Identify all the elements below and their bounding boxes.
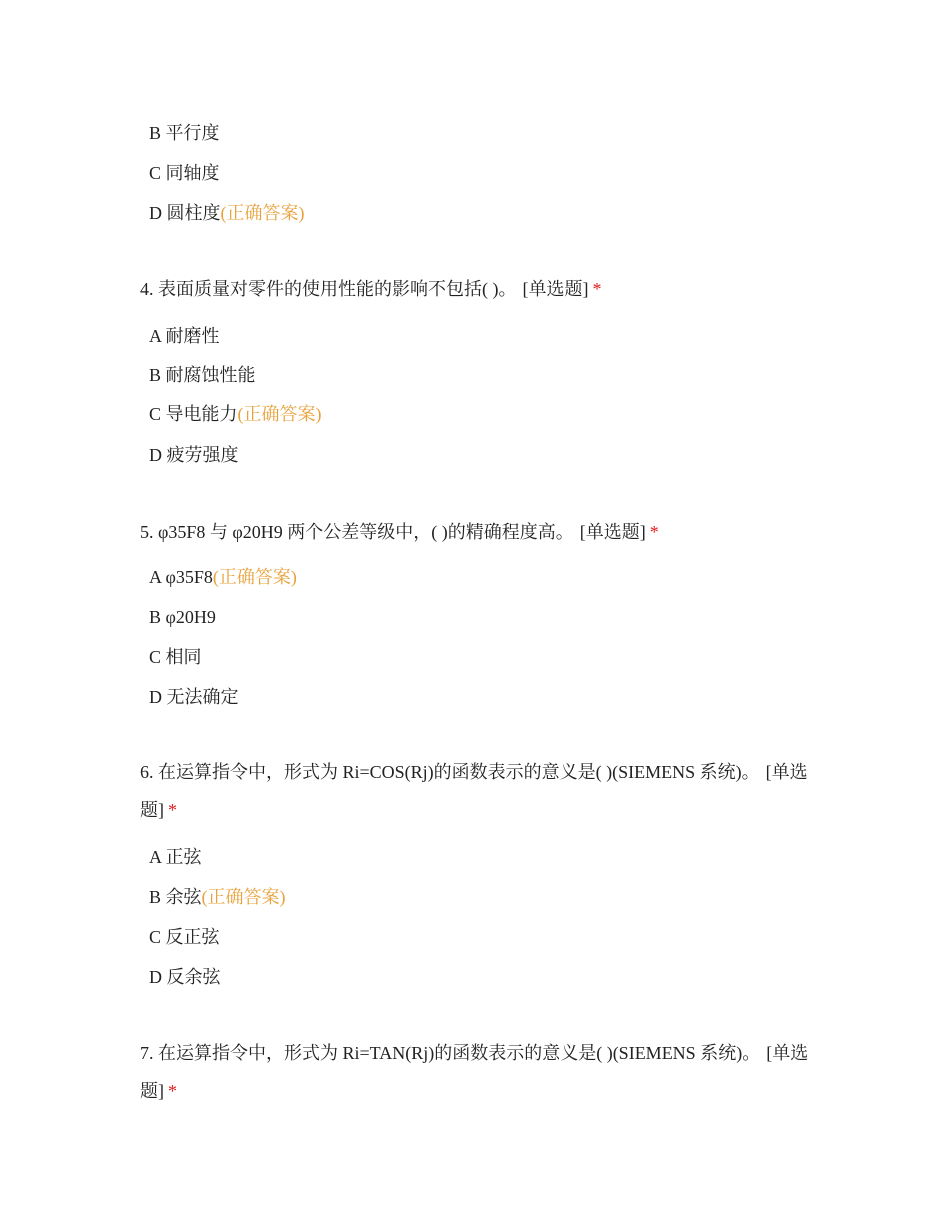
required-marker: * bbox=[649, 522, 659, 542]
option-text: 平行度 bbox=[165, 123, 220, 143]
option-text: 反正弦 bbox=[165, 927, 220, 947]
q3-option-c bbox=[149, 161, 220, 185]
question-number: 6. bbox=[140, 762, 154, 782]
q3-option-d bbox=[149, 201, 305, 225]
option-letter: A bbox=[149, 567, 162, 587]
option-letter: C bbox=[149, 927, 162, 947]
option-letter: D bbox=[149, 445, 162, 465]
option-letter: D bbox=[149, 687, 162, 707]
q4-option-c bbox=[149, 402, 322, 426]
option-letter: B bbox=[149, 123, 162, 143]
option-letter: A bbox=[149, 847, 162, 867]
q4-option-b bbox=[149, 363, 256, 387]
correct-answer-label: (正确答案) bbox=[212, 567, 297, 587]
option-letter: B bbox=[149, 607, 162, 627]
required-marker: * bbox=[168, 800, 177, 820]
question-text: 在运算指令中，形式为 Ri=TAN(Rj)的函数表示的意义是( )(SIEMENS 系统)。 bbox=[158, 1043, 761, 1063]
q4-option-d bbox=[149, 443, 239, 467]
option-text: 无法确定 bbox=[166, 687, 239, 707]
required-marker: * bbox=[168, 1081, 177, 1101]
question-type: [单选题] bbox=[579, 522, 646, 542]
question-4 bbox=[140, 270, 820, 308]
correct-answer-label: (正确答案) bbox=[237, 404, 322, 424]
q6-option-b bbox=[149, 885, 286, 909]
q5-option-d bbox=[149, 685, 239, 709]
option-text: 余弦 bbox=[165, 887, 202, 907]
option-text: 圆柱度 bbox=[166, 203, 221, 223]
question-number: 4. bbox=[140, 279, 154, 299]
option-letter: C bbox=[149, 163, 162, 183]
question-number: 5. bbox=[140, 522, 154, 542]
option-text: 疲劳强度 bbox=[166, 445, 239, 465]
option-letter: C bbox=[149, 647, 162, 667]
question-7 bbox=[140, 1034, 820, 1110]
q6-option-d bbox=[149, 965, 221, 989]
option-text: 相同 bbox=[165, 647, 202, 667]
question-number: 7. bbox=[140, 1043, 154, 1063]
option-text: 耐磨性 bbox=[165, 326, 220, 346]
question-5 bbox=[140, 513, 820, 551]
option-letter: B bbox=[149, 887, 162, 907]
question-6 bbox=[140, 753, 820, 829]
q4-option-a bbox=[149, 324, 220, 348]
correct-answer-label: (正确答案) bbox=[220, 203, 305, 223]
q6-option-c bbox=[149, 925, 220, 949]
option-letter: D bbox=[149, 203, 162, 223]
correct-answer-label: (正确答案) bbox=[201, 887, 286, 907]
q3-option-b bbox=[149, 121, 220, 145]
option-letter: A bbox=[149, 326, 162, 346]
q5-option-b bbox=[149, 605, 216, 629]
option-text: 耐腐蚀性能 bbox=[165, 365, 256, 385]
option-text: 同轴度 bbox=[165, 163, 220, 183]
option-text: 导电能力 bbox=[165, 404, 238, 424]
option-text: 正弦 bbox=[165, 847, 202, 867]
option-text: φ20H9 bbox=[165, 607, 216, 627]
question-text: 在运算指令中，形式为 Ri=COS(Rj)的函数表示的意义是( )(SIEMENS 系统)。 bbox=[158, 762, 760, 782]
q5-option-a bbox=[149, 565, 297, 589]
option-letter: C bbox=[149, 404, 162, 424]
option-letter: D bbox=[149, 967, 162, 987]
q6-option-a bbox=[149, 845, 202, 869]
option-letter: B bbox=[149, 365, 162, 385]
option-text: φ35F8 bbox=[165, 567, 213, 587]
question-text: 表面质量对零件的使用性能的影响不包括( )。 bbox=[158, 279, 517, 299]
question-type: [单选题] bbox=[522, 279, 589, 299]
question-type: [单选题] bbox=[140, 762, 808, 820]
question-text: φ35F8 与 φ20H9 两个公差等级中，( )的精确程度高。 bbox=[158, 522, 574, 542]
required-marker: * bbox=[592, 279, 602, 299]
question-type: [单选题] bbox=[140, 1043, 809, 1101]
q5-option-c bbox=[149, 645, 202, 669]
option-text: 反余弦 bbox=[166, 967, 221, 987]
